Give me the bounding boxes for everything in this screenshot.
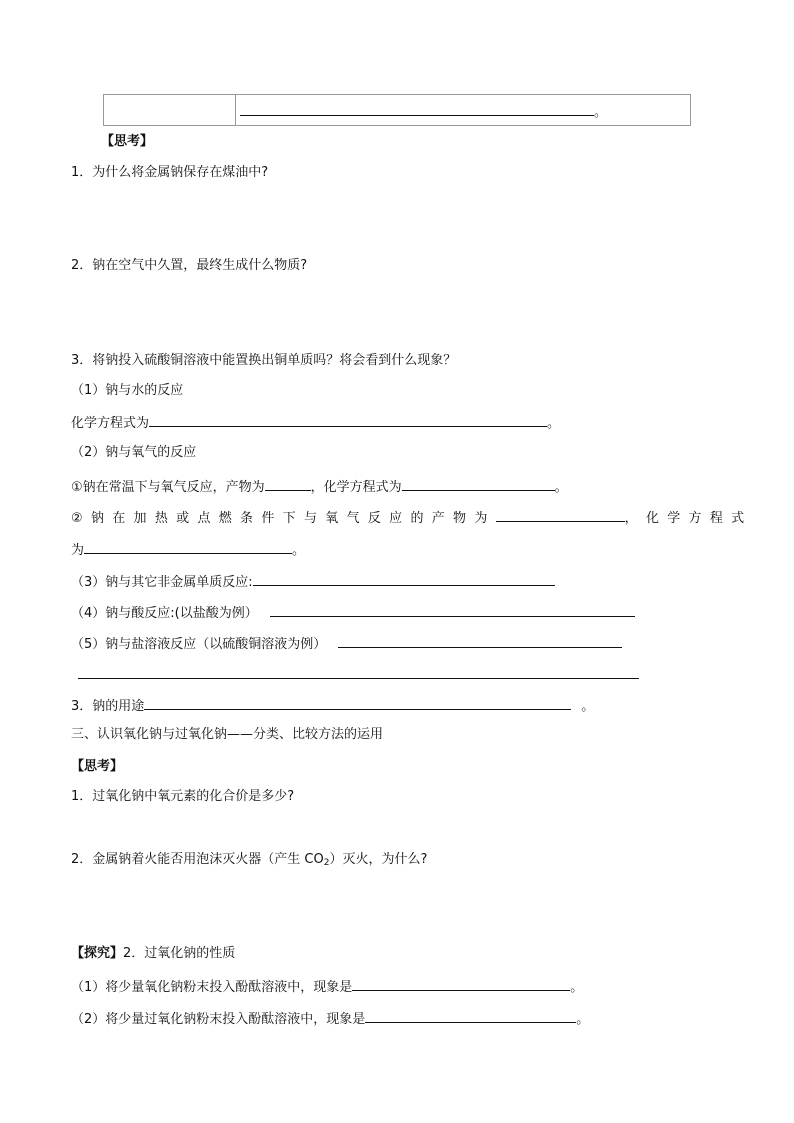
s5-text: （5）钠与盐溶液反应（以硫酸铜溶液为例） <box>71 637 327 652</box>
explore-e1: （1）将少量氧化钠粉末投入酚酞溶液中，现象是 <box>71 980 353 995</box>
think1-question-2: 2．钠在空气中久置，最终生成什么物质? <box>71 258 308 273</box>
answer-blank[interactable] <box>338 634 622 648</box>
s1-title: （1）钠与水的反应 <box>71 383 184 398</box>
answer-table <box>103 94 691 126</box>
explore-e1-end: 。 <box>570 980 584 995</box>
phenomenon-blank[interactable] <box>365 1009 576 1023</box>
think1-question-3: 3．将钠投入硫酸铜溶液中能置换出铜单质吗？将会看到什么现象？ <box>71 353 457 368</box>
subscript-2: 2 <box>323 858 330 868</box>
s4-text: （4）钠与酸反应:(以盐酸为例） <box>71 606 258 621</box>
table-cell-left <box>104 95 236 126</box>
explore-line-1 <box>71 977 583 996</box>
s2-line-1 <box>71 477 568 496</box>
explore-line-2 <box>71 1009 589 1028</box>
s4-line <box>71 603 635 622</box>
s3-line <box>71 572 555 591</box>
answer-blank[interactable] <box>253 572 555 586</box>
use-text: 3．钠的用途 <box>71 699 145 714</box>
s1-label: 化学方程式为 <box>71 416 150 431</box>
table-cell-right <box>236 95 691 126</box>
s1-equation-line <box>71 413 560 432</box>
s2-line3-end: 。 <box>292 543 306 558</box>
s2-line3-a: 为 <box>71 543 85 558</box>
answer-blank-continuation[interactable] <box>78 678 639 679</box>
s1-end: 。 <box>547 416 561 431</box>
think2-question-2-a: 2．金属钠着火能否用泡沫灭火器（产生 CO <box>71 852 324 867</box>
answer-blank[interactable] <box>270 603 635 617</box>
use-line <box>71 696 594 715</box>
think2-question-1: 1．过氧化钠中氧元素的化合价是多少? <box>71 789 295 804</box>
s2-line2-a: ②钠在加热或点燃条件下与氧气反应的产物为 <box>71 511 496 526</box>
s2-line-3 <box>71 540 305 559</box>
think-header-1: 【思考】 <box>101 134 154 149</box>
explore-title: 2．过氧化钠的性质 <box>123 946 236 961</box>
s2-line1-a: ①钠在常温下与氧气反应，产物为 <box>71 480 265 495</box>
equation-blank[interactable] <box>402 477 555 491</box>
table-row-suffix: 。 <box>594 104 608 120</box>
equation-blank[interactable] <box>149 413 547 427</box>
explore-e2: （2）将少量过氧化钠粉末投入酚酞溶液中，现象是 <box>71 1012 366 1027</box>
s3-text: （3）钠与其它非金属单质反应: <box>71 575 253 590</box>
s5-line <box>71 634 622 653</box>
explore-e2-end: 。 <box>576 1012 590 1027</box>
think2-question-2-b: ）灭火，为什么? <box>329 852 428 867</box>
s2-line1-end: 。 <box>554 480 568 495</box>
product-blank[interactable] <box>496 508 625 522</box>
think1-question-1: 1．为什么将金属钠保存在煤油中? <box>71 165 269 180</box>
s2-title: （2）钠与氧气的反应 <box>71 445 197 460</box>
answer-blank[interactable] <box>144 696 571 710</box>
s2-line-2 <box>71 508 752 527</box>
table-row <box>104 95 691 126</box>
think-header-2: 【思考】 <box>71 759 124 774</box>
explore-heading <box>71 946 235 962</box>
section3-title: 三、认识氧化钠与过氧化钠——分类、比较方法的运用 <box>71 727 384 742</box>
think2-question-2 <box>71 852 427 871</box>
s2-line2-b: ，化学方程式 <box>624 511 753 526</box>
use-end: 。 <box>581 699 595 714</box>
product-blank[interactable] <box>265 477 311 491</box>
answer-blank[interactable] <box>240 102 594 116</box>
explore-tag: 【探究】 <box>71 946 124 961</box>
s2-line1-b: ，化学方程式为 <box>310 480 402 495</box>
phenomenon-blank[interactable] <box>352 977 570 991</box>
equation-blank[interactable] <box>84 540 292 554</box>
